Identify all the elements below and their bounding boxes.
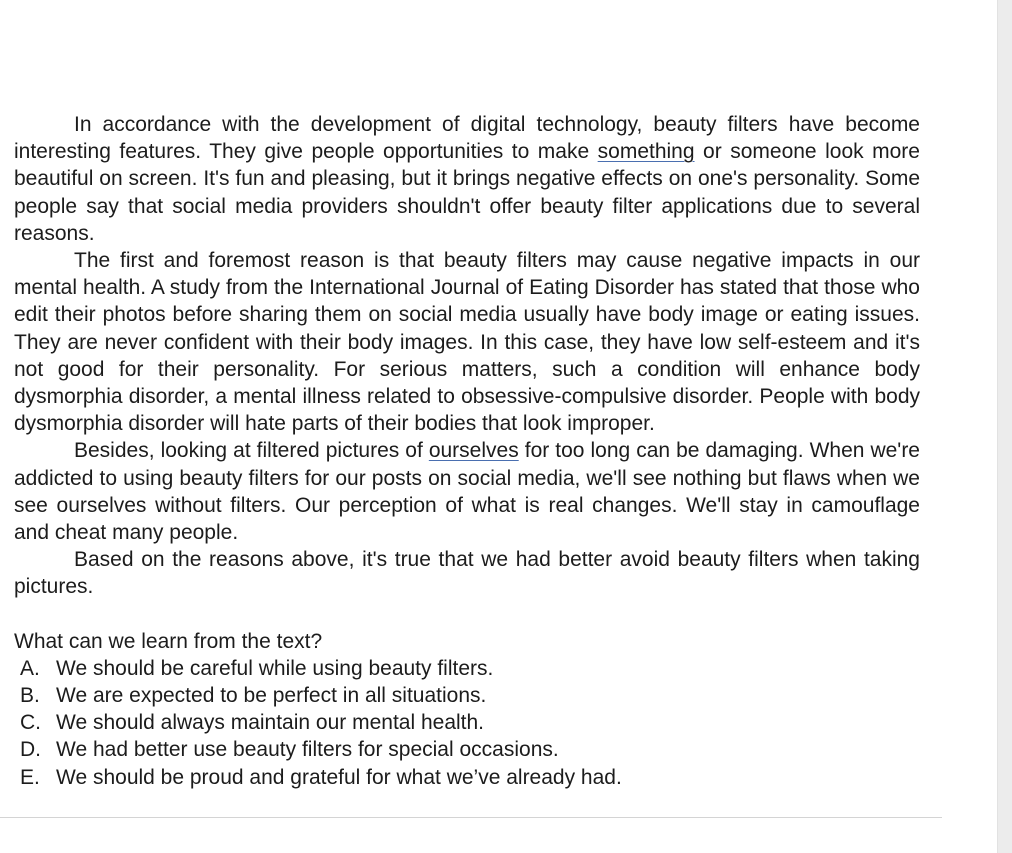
option-b: [20, 682, 920, 709]
option-text: We had better use beauty filters for special occasions.: [56, 738, 559, 762]
option-text: We are expected to be perfect in all situations.: [56, 684, 487, 708]
option-text: We should always maintain our mental health.: [56, 711, 485, 735]
paragraph-text: for too long can be damaging. When we're addicted to using beauty filters for our posts on social media, we'll see nothing but flaws when we see ourselves without filters. Our perception of what is real changes. We'll stay in camouflage and cheat many people.: [14, 439, 920, 545]
paragraph-text: Besides, looking at filtered pictures of: [74, 439, 429, 463]
paragraph-text: Based on the reasons above, it's true that we had better avoid beauty filters when taking pictures.: [14, 548, 920, 599]
option-text: We should be careful while using beauty filters.: [56, 656, 494, 680]
option-letter: B.: [20, 684, 40, 708]
option-e: [20, 764, 920, 791]
document-body: [14, 111, 920, 791]
option-text: We should be proud and grateful for what we’ve already had.: [56, 765, 622, 789]
paragraph-intro: [14, 111, 920, 247]
paragraph-text: The first and foremost reason is that beauty filters may cause negative impacts in our mental health. A study from the International Journal of Eating Disorder has stated that those who edit their photos before sharing them on social media usually have body image or eating issues. They are never confident with their body images. In this case, they have low self-esteem and it's not good for their personality. For serious matters, such a condition will enhance body dysmorphia disorder, a mental illness related to obsessive-compulsive disorder. People with body dysmorphia disorder will hate parts of their bodies that look improper.: [14, 249, 920, 436]
page-divider: [0, 817, 942, 818]
option-letter: D.: [20, 738, 41, 762]
option-letter: A.: [20, 656, 40, 680]
option-letter: C.: [20, 711, 41, 735]
paragraph-conclusion: [14, 546, 920, 600]
spellcheck-flagged-word[interactable]: something: [597, 140, 695, 164]
option-a: [20, 655, 920, 682]
vertical-scrollbar[interactable]: [997, 0, 1012, 853]
option-d: [20, 736, 920, 763]
paragraph-text: or someone look more beautiful on screen. It's fun and pleasing, but it brings negative effects on one's personality. Some people say that social media providers shouldn't offer beauty filter applications due to several reasons.: [14, 140, 920, 245]
paragraph-second-reason: [14, 437, 920, 546]
option-letter: E.: [20, 765, 40, 789]
question-text: What can we learn from the text?: [14, 629, 323, 653]
option-c: [20, 709, 920, 736]
paragraph-first-reason: [14, 247, 920, 437]
spellcheck-flagged-word[interactable]: ourselves: [428, 439, 519, 463]
answer-options: [14, 655, 920, 791]
paragraph-text: In accordance with the development of digital technology, beauty filters have become interesting features. They give people opportunities to make: [14, 113, 920, 164]
